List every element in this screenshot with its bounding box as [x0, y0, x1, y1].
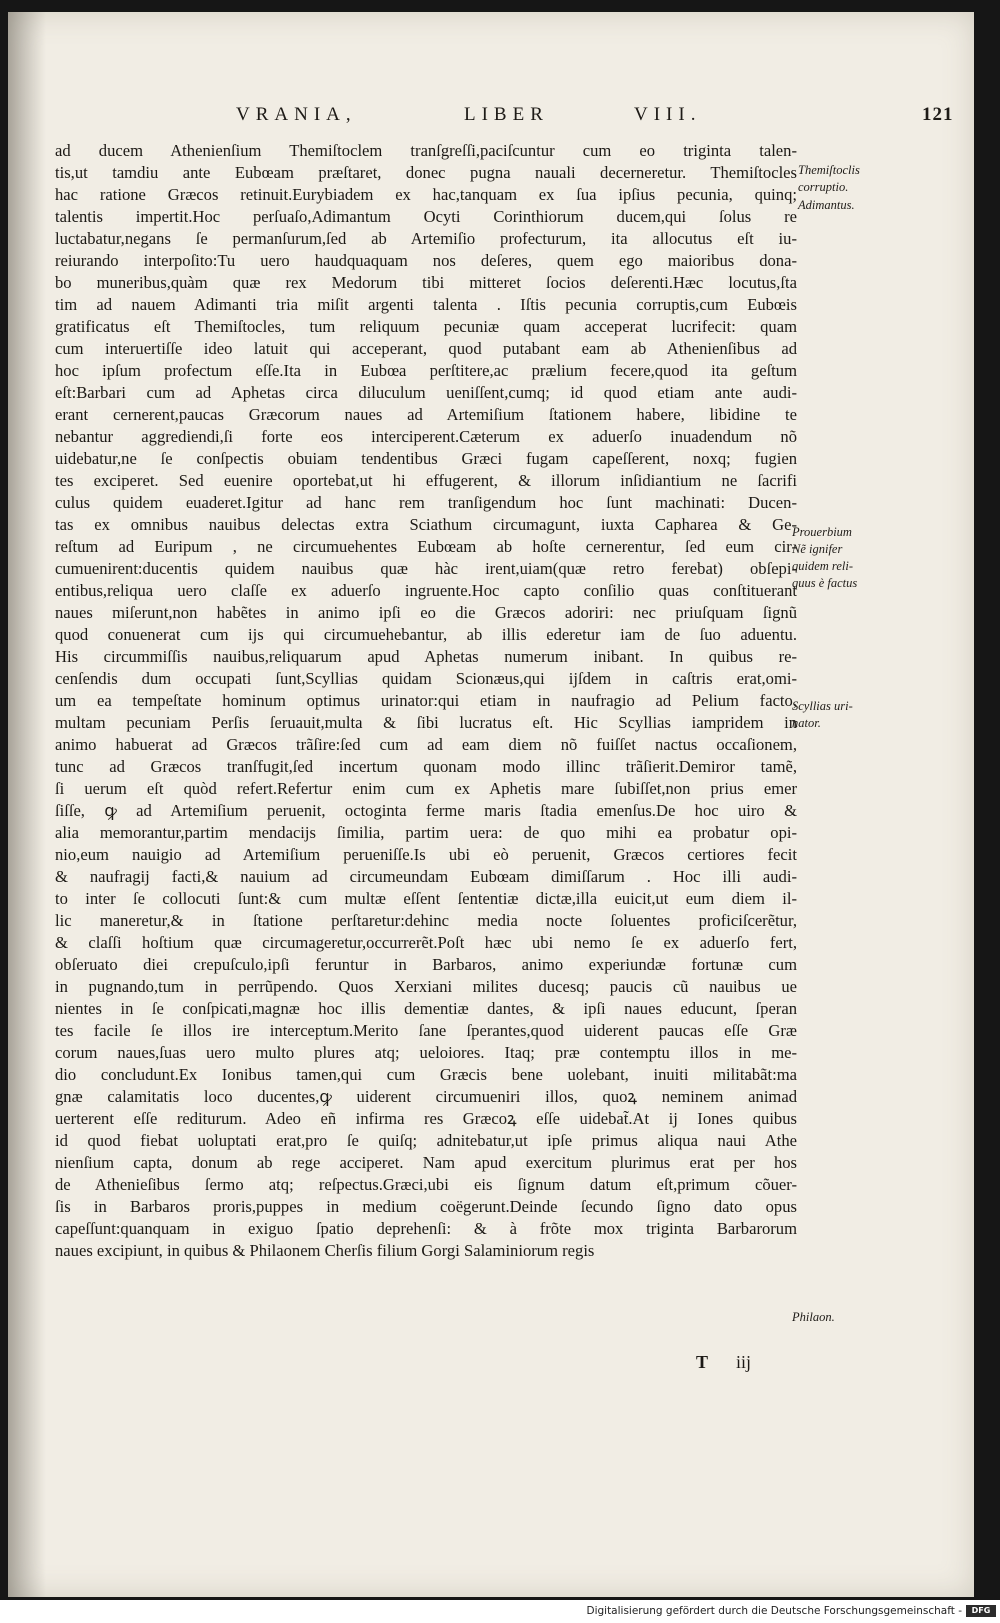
marginal-note-proverbium: [792, 524, 857, 592]
text-line: entibus,reliqua uero claſſe ex aduerſo ingruente.Hoc capto conſilio quas conſtituerant: [55, 581, 797, 600]
text-line: gratificatus eſt Themiſtocles, tum reliquum pecuniæ quam acceperat lucrifecit: quam: [55, 317, 797, 336]
marginal-note-line: quus è factus: [792, 576, 858, 590]
text-line: alia memorantur,partim mendacijs ſimilia, partim uera: de quo mihi ea probatur opi-: [55, 823, 797, 842]
dfg-logo: DFG: [966, 1605, 996, 1617]
text-line: reſtum ad Euripum , ne circumuehentes Eubœam ab hoſte cernerentur, ſed eum cir-: [55, 537, 797, 556]
text-line: hac ratione Græcos retinuit.Eurybiadem ex hac,tanquam ex ſua ipſius pecunia, quinq;: [55, 185, 797, 204]
text-line: uidebatur,ne ſe conſpectis obuiam tendentibus Græci fugam capeſſerent, noxq; fugien: [55, 449, 797, 468]
text-line: talentis impertit.Hoc perſuaſo,Adimantum Ocyti Corinthiorum ducem,qui ſolus re: [55, 207, 797, 226]
text-line: ſi uerum eſt quòd refert.Refertur enim cum ex Aphetis mare ſubiſſet,non prius emer: [55, 779, 797, 798]
footer-credit: Digitalisierung gefördert durch die Deutsche Forschungsgemeinschaft -: [586, 1605, 962, 1617]
running-head-number: VIII.: [634, 104, 702, 125]
text-line: nebantur aggrediendi,ſi forte eos interciperent.Cæterum ex aduerſo inuadendum nõ: [55, 427, 797, 446]
marginal-note-scyllias: [792, 698, 853, 732]
marginal-note-line: Scyllias uri-: [792, 699, 853, 713]
book-page: [8, 12, 974, 1597]
text-line: ſiſſe, ꝙ ad Artemiſium peruenit, octoginta ferme maris ſtadia emenſus.De hoc uiro &: [55, 801, 797, 820]
text-line: luctabatur,negans ſe permanſurum,ſed ab Artemiſio profecturum, ita allocutus eſt iu-: [55, 229, 797, 248]
text-line: bo muneribus,quàm quæ rex Medorum tibi mitteret ſocios deſerenti.Hæc locutus,ſta: [55, 273, 797, 292]
body-text: [55, 140, 797, 1262]
text-line: animo habuerat ad Græcos trãſire:ſed cum ad eam diem nõ fuiſſet nactus occaſionem,: [55, 735, 797, 754]
text-line: in pugnando,tum in perrũpendo. Quos Xerxiani milites ducesq; paucis cũ nauibus ue: [55, 977, 797, 996]
text-line: quod conuenerat cum ijs qui circumuehebantur, ab illis ederetur iam de ſuo aduentu.: [55, 625, 797, 644]
text-line: tes facile ſe illos ire interceptum.Merito ſane ſperantes,quod uiderent paucas eſſe Græ: [55, 1021, 797, 1040]
marginal-note-line: Prouerbium: [792, 525, 852, 539]
text-line: culus quidem euaderet.Igitur ad hanc rem tranſigendum hoc ſunt machinati: Ducen-: [55, 493, 797, 512]
text-line: cenſendis dum occupati ſunt,Scyllias quidam Scionæus,qui ijſdem in caſtris erat,omi-: [55, 669, 797, 688]
text-line: nientes in ſe conſpicati,magnæ hoc illis dementiæ dantes, & ipſi naues educunt, ſperan: [55, 999, 797, 1018]
text-line: & claſſi hoſtium quæ circumageretur,occurrerẽt.Poſt hæc ubi nemo ſe ex aduerſo fert,: [55, 933, 797, 952]
text-line: eſt:Barbari cum ad Aphetas circa diluculum ueniſſent,cumq; id quod etiam ante audi-: [55, 383, 797, 402]
marginal-note-line: Philaon.: [792, 1310, 835, 1324]
text-line: corum naues,ſuas uero multo plures atq; ueloiores. Itaq; præ contemptu illos in me-: [55, 1043, 797, 1062]
text-line: uerterent eſſe rediturum. Adeo eñ infirma res Græcoꝝ eſſe uidebat̃.At ij Iones quibus: [55, 1109, 797, 1128]
running-head-liber: LIBER: [464, 104, 549, 125]
running-head: [8, 104, 974, 134]
marginal-note-line: nator.: [792, 716, 821, 730]
text-line: ſis in Barbaros proris,puppes in medium coëgerunt.Deinde ſecundo ſigno dato opus: [55, 1197, 797, 1216]
text-line: reiurando interpoſito:Tu uero haudquaquam nos deſeres, quem ego maioribus dona-: [55, 251, 797, 270]
running-head-book: VRANIA,: [236, 104, 357, 125]
marginal-note-themistocles: [798, 162, 860, 196]
text-line: tas ex omnibus nauibus delectas extra Sciathum circumagunt, iuxta Capharea & Ge-: [55, 515, 797, 534]
text-line: capeſſunt:quanquam in exiguo ſpatio deprehenſi: & à frõte mox triginta Barbarorum: [55, 1219, 797, 1238]
text-line: de Athenieſibus ſermo atq; reſpectus.Græci,ubi eis ſignum datum eſt,primum cõuer-: [55, 1175, 797, 1194]
text-line: naues excipiunt, in quibus & Philaonem Cherſis filium Gorgi Salaminiorum regis: [55, 1241, 595, 1260]
text-line: nio,eum nauigio ad Artemiſium perueniſſe.Is ubi eò peruenit, Græcos certiores fecit: [55, 845, 797, 864]
marginal-note-adimantus: [798, 197, 855, 214]
text-line: & naufragij facti,& nauium ad circumeundam Eubœam dimiſſarum . Hoc illi audi-: [55, 867, 797, 886]
marginal-note-line: Nẽ ignifer: [792, 542, 843, 556]
text-line: lic maneretur,& in ſtatione perſtaretur:dehinc media nocte ſoluentes proficiſcerẽtur,: [55, 911, 797, 930]
text-line: multam pecuniam Perſis ſeruauit,multa & ſibi lucratus eſt. Hic Scyllias iampridem in: [55, 713, 797, 732]
text-line: tim ad nauem Adimanti tria miſit argenti talenta . Iſtis pecunia corruptis,cum Eubœis: [55, 295, 797, 314]
text-line: naues miſerunt,non habẽtes in animo ipſi eo die Græcos adoriri: nec priuſquam ſignũ: [55, 603, 797, 622]
text-line: dio concludunt.Ex Ionibus tamen,qui cum Græcis bene uolebant, inuiti militabãt:ma: [55, 1065, 797, 1084]
text-line: cum interuertiſſe ideo latuit qui acceperant, quod putabant eam ab Athenienſibus ad: [55, 339, 797, 358]
text-line: nienſium capta, donum ab rege acciperet. Nam apud exercitum plurimus erat per hos: [55, 1153, 797, 1172]
marginal-note-line: corruptio.: [798, 180, 849, 194]
text-line: hoc ipſum profectum eſſe.Ita in Eubœa perſtitere,ac prælium fecere,quod ita geſtum: [55, 361, 797, 380]
text-line: His circummiſſis nauibus,reliquarum apud Aphetas numerum inibant. In quibus re-: [55, 647, 797, 666]
digitization-footer: [520, 1602, 998, 1620]
folio-number: 121: [922, 104, 954, 125]
text-line: erant cernerent,paucas Græcorum naues ad Artemiſium ſtationem habere, libidine te: [55, 405, 797, 424]
marginal-note-line: quidem reli-: [792, 559, 853, 573]
text-line: cumuenirent:ducentis quidem nauibus quæ hàc irent,uiam(quæ retro ferebat) obſepi-: [55, 559, 797, 578]
text-line: obſeruato diei crepuſculo,ipſi feruntur in Barbaros, animo experiundæ fortunæ cum: [55, 955, 797, 974]
text-line: id quod fiebat uoluptati erat,pro ſe quiſq; adnitebatur,ut ipſe primus aliqua naui Athe: [55, 1131, 797, 1150]
marginal-note-line: Adimantus.: [798, 198, 855, 212]
text-line: tis,ut tamdiu ante Eubœam præſtaret, donec pugna nauali decerneretur. Themiſtocles: [55, 163, 797, 182]
gutter-shadow: [8, 12, 46, 1597]
text-line: to inter ſe collocuti ſunt:& cum multæ eſſent ſententiæ dictæ,illa euicit,ut eum diem il-: [55, 889, 797, 908]
text-line: tunc ad Græcos tranſfugit,ſed incertum quonam modo illinc trãſierit.Demiror tamẽ,: [55, 757, 797, 776]
signature-letter: T: [696, 1352, 709, 1372]
text-line: ad ducem Athenienſium Themiſtoclem tranſgreſſi,paciſcuntur cum eo triginta talen-: [55, 141, 797, 160]
text-line: gnæ calamitatis loco ducentes,ꝙ uiderent circumueniri illos, quoꝝ neminem animad: [55, 1087, 797, 1106]
text-line: um ea tempeſtate hominum optimus urinator:qui etiam in naufragio ad Pelium facto,: [55, 691, 797, 710]
marginal-note-line: Themiſtoclis: [798, 163, 860, 177]
marginal-note-philaon: [792, 1309, 835, 1326]
signature-count: iij: [736, 1352, 752, 1372]
text-line: tes exciperet. Sed euenire oportebat,ut hi effugerent, & illorum inſidiantium ne ſacrifi: [55, 471, 797, 490]
